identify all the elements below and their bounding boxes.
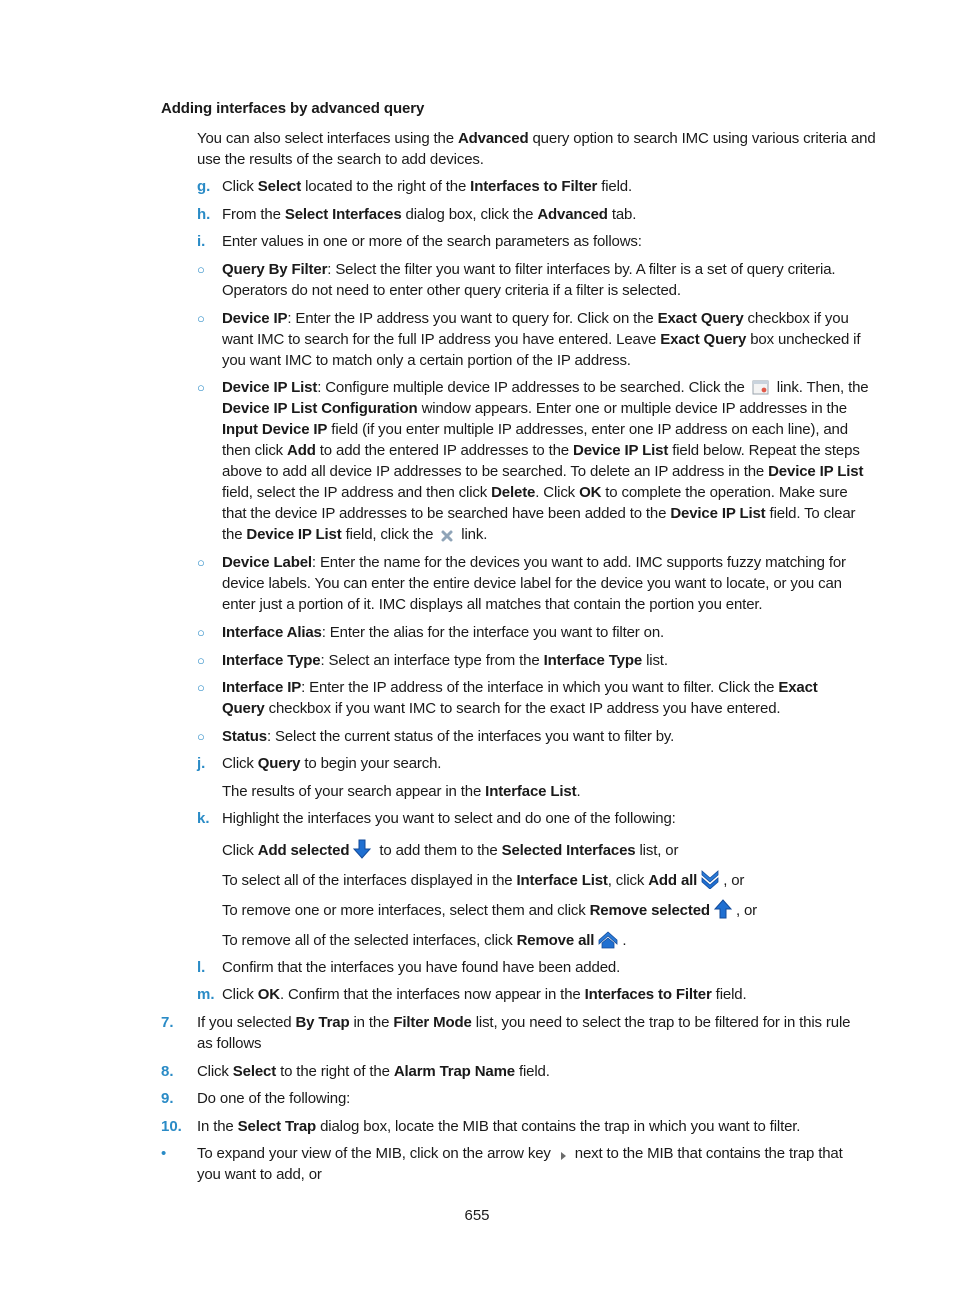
bold-term: Advanced <box>457 130 529 147</box>
text: : Enter the IP address you want to query for. Click on the <box>287 310 658 327</box>
text: field, select the IP address and then click <box>222 484 492 501</box>
step-j <box>222 753 870 774</box>
bullet-marker: ○ <box>197 262 205 277</box>
step-8 <box>197 1061 869 1082</box>
section-heading: Adding interfaces by advanced query <box>161 100 425 117</box>
text: : Select an interface type from the <box>320 652 544 669</box>
step-marker: i. <box>197 233 206 250</box>
device-ip-item <box>222 308 870 371</box>
bold-term: Exact Query <box>657 310 744 327</box>
text: field. <box>711 986 747 1003</box>
step-marker: 10. <box>161 1118 182 1135</box>
bold-term: Exact Query <box>222 679 818 717</box>
bold-term: Device Label <box>222 554 312 571</box>
text: . Confirm that the interfaces now appear in the <box>279 986 585 1003</box>
bullet-marker: ○ <box>197 653 205 668</box>
bold-term: Device IP List Configuration <box>222 400 418 417</box>
bold-term: Remove all <box>516 932 595 949</box>
calendar-link-icon[interactable] <box>752 380 770 396</box>
text: list, you need to select the trap to be filtered for in this rule as follows <box>197 1014 851 1052</box>
text: : Select the current status of the interfaces you want to filter by. <box>266 728 675 745</box>
bold-term: Input Device IP <box>222 421 328 438</box>
bullet-marker: ○ <box>197 311 205 326</box>
step-l: Confirm that the interfaces you have found have been added. <box>222 959 621 976</box>
text: . Click <box>535 484 580 501</box>
bold-term: Delete <box>491 484 536 501</box>
clear-x-icon[interactable] <box>440 529 454 543</box>
bold-term: Exact Query <box>660 331 747 348</box>
text: field. To clear the <box>222 505 856 543</box>
results-note <box>222 781 870 802</box>
step-7 <box>197 1012 869 1054</box>
step-k: Highlight the interfaces you want to select and do one of the following: <box>222 810 676 827</box>
text: to add the entered IP addresses to the <box>315 442 574 459</box>
text: box unchecked if you want IMC to match only a certain portion of the IP address. <box>222 331 861 369</box>
text: The results of your search appear in the <box>222 783 486 800</box>
bullet-marker: ○ <box>197 680 205 695</box>
text: Click <box>222 178 258 195</box>
text: : Enter the name for the devices you want to add. IMC supports fuzzy matching for device labels. You can enter the entire device label for the device you want to locate, or you can enter just a portion of it. IMC displays all matches that contain the portion you enter. <box>222 554 846 613</box>
text: to add them to the <box>375 842 502 859</box>
bold-term: OK <box>579 484 602 501</box>
step-marker: 7. <box>161 1014 174 1031</box>
text: field, click the <box>341 526 438 543</box>
bold-term: Device IP List <box>670 505 766 522</box>
step-m <box>222 984 870 1005</box>
step-marker: m. <box>197 986 215 1003</box>
text: checkbox if you want IMC to search for the exact IP address you have entered. <box>264 700 781 717</box>
text: If you selected <box>197 1014 296 1031</box>
bullet-marker: • <box>161 1145 167 1162</box>
text: , or <box>723 872 745 889</box>
intro-paragraph <box>197 128 877 170</box>
text: : Enter the IP address of the interface in which you want to filter. Click the <box>301 679 779 696</box>
bold-term: Interfaces to Filter <box>470 178 598 195</box>
bold-term: Selected Interfaces <box>501 842 636 859</box>
bold-term: Query By Filter <box>222 261 328 278</box>
text: query option to search IMC using various criteria and use the results of the search to add devices. <box>197 130 876 168</box>
step-marker: 8. <box>161 1063 174 1080</box>
status-item <box>222 726 870 747</box>
text: located to the right of the <box>301 178 471 195</box>
step-marker: j. <box>197 755 206 772</box>
bullet-marker: ○ <box>197 729 205 744</box>
text: From the <box>222 206 285 223</box>
bold-term: By Trap <box>295 1014 350 1031</box>
text: field. <box>597 178 633 195</box>
bold-term: Select <box>257 178 302 195</box>
bold-term: Interface List <box>516 872 608 889</box>
add-selected-icon[interactable] <box>352 839 372 859</box>
bold-term: OK <box>257 986 280 1003</box>
text: To remove all of the selected interfaces, click <box>222 932 517 949</box>
text: In the <box>197 1118 238 1135</box>
text: To expand your view of the MIB, click on the arrow key <box>197 1145 555 1162</box>
remove-selected-option <box>222 899 870 921</box>
text: field (if you enter multiple IP addresses, enter one IP address on each line), and then click <box>222 421 848 459</box>
text: to the right of the <box>276 1063 394 1080</box>
add-all-option <box>222 869 870 891</box>
text: dialog box, locate the MIB that contains the trap in which you want to filter. <box>316 1118 801 1135</box>
text: To select all of the interfaces displayed in the <box>222 872 517 889</box>
text: next to the MIB that contains the trap that you want to add, or <box>197 1145 843 1183</box>
step-marker: k. <box>197 810 210 827</box>
text: . <box>622 932 627 949</box>
text: field. <box>514 1063 550 1080</box>
bold-term: Device IP List <box>246 526 342 543</box>
bold-term: Interface IP <box>222 679 302 696</box>
text: Click <box>197 1063 233 1080</box>
step-9: Do one of the following: <box>197 1090 351 1107</box>
text: to complete the operation. Make sure that the device IP addresses to be searched have been added to the <box>222 484 848 522</box>
text: . <box>576 783 581 800</box>
text: , or <box>735 902 758 919</box>
text: link. <box>457 526 488 543</box>
bold-term: Interface Alias <box>222 624 322 641</box>
text: : Configure multiple device IP addresses to be searched. Click the <box>317 379 749 396</box>
text: You can also select interfaces using the <box>197 130 458 147</box>
bold-term: Filter Mode <box>393 1014 472 1031</box>
bold-term: Device IP List <box>573 442 669 459</box>
text: in the <box>349 1014 394 1031</box>
expand-arrow-icon[interactable] <box>558 1150 568 1162</box>
text: field below. Repeat the steps above to add all device IP addresses to be searched. To delete an IP address in the <box>222 442 860 480</box>
bold-term: Interface Type <box>222 652 321 669</box>
text: Click <box>222 755 258 772</box>
bold-term: Select Trap <box>237 1118 317 1135</box>
text: window appears. Enter one or multiple device IP addresses in the <box>417 400 847 417</box>
bold-term: Interface Type <box>543 652 643 669</box>
bold-term: Select Interfaces <box>284 206 402 223</box>
bullet-marker: ○ <box>197 380 205 395</box>
interface-alias-item <box>222 622 870 643</box>
bold-term: Interface List <box>485 783 577 800</box>
bold-term: Add all <box>648 872 698 889</box>
step-marker: g. <box>197 178 211 195</box>
page-number: 655 <box>464 1207 490 1224</box>
step-g <box>222 176 882 197</box>
step-10 <box>197 1116 887 1137</box>
bold-term: Add selected <box>257 842 350 859</box>
bold-term: Select <box>232 1063 277 1080</box>
text: list, or <box>635 842 679 859</box>
text: list. <box>642 652 668 669</box>
remove-all-icon[interactable] <box>597 929 619 949</box>
text: checkbox if you want IMC to search for the full IP address you have entered. Leave <box>222 310 849 348</box>
step-i: Enter values in one or more of the search parameters as follows: <box>222 233 642 250</box>
bold-term: Device IP List <box>222 379 318 396</box>
bold-term: Device IP <box>222 310 288 327</box>
expand-mib-item <box>197 1143 869 1185</box>
bullet-marker: ○ <box>197 555 205 570</box>
remove-all-option <box>222 929 870 951</box>
interface-type-item <box>222 650 870 671</box>
remove-selected-icon[interactable] <box>713 899 733 919</box>
bold-term: Query <box>257 755 301 772</box>
bold-term: Status <box>222 728 267 745</box>
add-selected-option <box>222 839 870 861</box>
text: To remove one or more interfaces, select them and click <box>222 902 590 919</box>
text: : Enter the alias for the interface you want to filter on. <box>321 624 665 641</box>
text: dialog box, click the <box>401 206 538 223</box>
device-label-item <box>222 552 870 615</box>
text: Click <box>222 986 258 1003</box>
text: to begin your search. <box>300 755 442 772</box>
step-marker: l. <box>197 959 206 976</box>
text: Click <box>222 842 258 859</box>
step-h <box>222 204 882 225</box>
step-marker: 9. <box>161 1090 174 1107</box>
step-marker: h. <box>197 206 211 223</box>
bold-term: Remove selected <box>589 902 710 919</box>
text: : Select the filter you want to filter interfaces by. A filter is a set of query criteria. Operators do not need to enter other query criteria if a filter is selected. <box>222 261 836 299</box>
bold-term: Alarm Trap Name <box>393 1063 515 1080</box>
add-all-icon[interactable] <box>700 869 720 889</box>
text: tab. <box>607 206 637 223</box>
text: link. Then, the <box>772 379 869 396</box>
bold-term: Advanced <box>537 206 608 223</box>
device-ip-list-item <box>222 377 870 545</box>
bullet-marker: ○ <box>197 625 205 640</box>
query-by-filter-item <box>222 259 870 301</box>
interface-ip-item <box>222 677 852 719</box>
bold-term: Add <box>287 442 316 459</box>
bold-term: Interfaces to Filter <box>584 986 712 1003</box>
text: , click <box>607 872 649 889</box>
bold-term: Device IP List <box>768 463 864 480</box>
